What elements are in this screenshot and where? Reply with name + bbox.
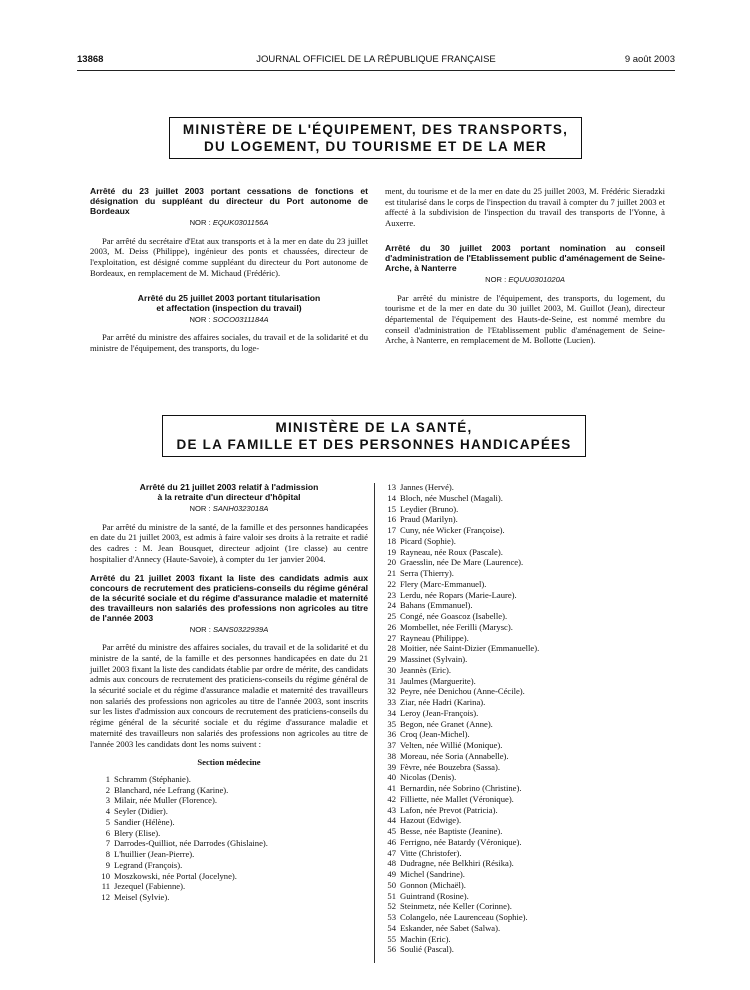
- candidate-name: Jezequel (Fabienne).: [114, 881, 186, 892]
- candidate-row: [376, 880, 626, 891]
- page-number: 13868: [77, 54, 104, 65]
- candidate-row: [376, 686, 626, 697]
- candidate-row: [376, 590, 626, 601]
- article-body: Par arrêté du ministre de l'équipement, des transports, du logement, du tourisme et de la mer en date du 30 juillet 2003, M. Guillot (Jean), directeur départemental de l'équipement des Hauts-de-Seine, est nommé membre du conseil d'administration de l'Etablissement public d'aménagement de Seine-Arche, à Nanterre, en remplacement de M. Bollotte (Lucien).: [385, 292, 665, 346]
- candidate-row: [376, 923, 626, 934]
- candidate-rank: 30: [387, 664, 396, 675]
- candidate-name: Begon, née Granet (Anne).: [400, 718, 493, 729]
- candidate-row: [376, 848, 626, 859]
- candidate-rank: 41: [387, 783, 396, 793]
- candidate-row: [376, 858, 626, 869]
- candidate-rank: 18: [387, 535, 396, 546]
- candidate-rank: 31: [387, 675, 396, 686]
- ministry-heading-sante: [162, 415, 586, 457]
- candidate-name: Sandier (Hélène).: [114, 816, 175, 827]
- candidate-row: [376, 762, 626, 773]
- candidate-name: Lafon, née Prevot (Patricia).: [400, 804, 498, 815]
- candidate-row: [90, 785, 368, 796]
- candidate-row: [376, 643, 626, 654]
- candidate-name: Serra (Thierry).: [400, 568, 454, 578]
- candidate-row: [376, 783, 626, 794]
- candidate-row: [376, 525, 626, 536]
- candidate-name: Milair, née Muller (Florence).: [114, 795, 217, 806]
- candidate-row: [376, 729, 626, 740]
- candidate-name: Blery (Elise).: [114, 827, 161, 838]
- candidate-rank: 38: [387, 750, 396, 761]
- candidate-list-left: [90, 774, 368, 903]
- candidate-name: Croq (Jean-Michel).: [400, 729, 470, 740]
- candidate-row: [90, 795, 368, 806]
- candidate-name: Seyler (Didier).: [114, 806, 168, 817]
- candidate-name: Bernardin, née Sobrino (Christine).: [400, 783, 522, 793]
- candidate-name: Peyre, née Denichou (Anne-Cécile).: [400, 686, 525, 697]
- candidate-row: [376, 493, 626, 504]
- candidate-name: Filliette, née Mallet (Véronique).: [400, 793, 514, 804]
- candidate-list-right: [376, 482, 626, 955]
- candidate-row: [90, 806, 368, 817]
- candidate-row: [376, 837, 626, 848]
- candidate-row: [376, 772, 626, 783]
- candidate-rank: 50: [387, 879, 396, 890]
- candidate-rank: 42: [387, 793, 396, 804]
- candidate-rank: 25: [387, 611, 396, 621]
- candidate-name: Jeannès (Eric).: [400, 664, 452, 675]
- candidate-row: [376, 815, 626, 826]
- candidate-row: [376, 633, 626, 644]
- candidate-row: [376, 665, 626, 676]
- candidate-rank: 39: [387, 761, 396, 772]
- candidate-name: Machin (Eric).: [400, 933, 451, 944]
- candidate-row: [376, 944, 626, 955]
- article-title: Arrêté du 30 juillet 2003 portant nomination au conseil d'administration de l'Etablissement public d'aménagement de Seine-Arche, à Nanterre: [385, 242, 665, 273]
- candidate-row: [376, 654, 626, 665]
- journal-title: JOURNAL OFFICIEL DE LA RÉPUBLIQUE FRANÇAISE: [256, 54, 496, 65]
- candidate-row: [376, 504, 626, 515]
- candidate-rank: 47: [387, 847, 396, 858]
- candidate-rank: 10: [101, 870, 110, 881]
- candidate-rank: 20: [387, 557, 396, 568]
- candidate-name: Moreau, née Soria (Annabelle).: [400, 750, 509, 761]
- candidate-row: [376, 622, 626, 633]
- candidate-name: Leroy (Jean-François).: [400, 707, 479, 718]
- candidate-rank: 16: [387, 514, 396, 525]
- candidate-rank: 8: [105, 849, 110, 860]
- candidate-name: Picard (Sophie).: [400, 535, 456, 546]
- candidate-row: [376, 600, 626, 611]
- candidate-rank: 26: [387, 621, 396, 632]
- column-right-1: [385, 186, 665, 346]
- candidate-row: [376, 794, 626, 805]
- candidate-name: Mombellet, née Ferilli (Marysc).: [400, 621, 513, 632]
- candidate-name: Bloch, née Muschel (Magali).: [400, 492, 503, 503]
- column-right-2: [376, 482, 626, 955]
- ministry-heading-line: DU LOGEMENT, DU TOURISME ET DE LA MER: [204, 139, 547, 154]
- candidate-row: [376, 740, 626, 751]
- candidate-rank: 12: [101, 892, 110, 903]
- candidate-rank: 9: [105, 859, 110, 870]
- candidate-rank: 17: [387, 525, 396, 535]
- candidate-rank: 56: [387, 944, 396, 955]
- candidate-name: Cuny, née Wicker (Françoise).: [400, 525, 505, 535]
- candidate-rank: 5: [105, 816, 110, 827]
- column-left-1: [90, 186, 368, 354]
- candidate-name: Massinet (Sylvain).: [400, 654, 468, 664]
- candidate-row: [376, 557, 626, 568]
- candidate-row: [90, 774, 368, 785]
- candidate-name: Jannes (Hervé).: [400, 482, 454, 492]
- candidate-rank: 54: [387, 922, 396, 933]
- candidate-row: [376, 482, 626, 493]
- article-body: Par arrêté du ministre de la santé, de la famille et des personnes handicapées en date du 21 juillet 2003, est admis à faire valoir ses droits à la retraite et radié des cadres : M. Jean Bousquet, directeur adjoint (1re classe) au centre hospitalier d'Annecy (Haute-Savoie), à compter du 1er janvier 2004.: [90, 521, 368, 564]
- article-body: Par arrêté du ministre des affaires sociales, du travail et de la solidarité et du ministre de l'équipement, des transports, du loge-: [90, 332, 368, 353]
- candidate-name: Guintrand (Rosine).: [400, 890, 469, 901]
- candidate-rank: 7: [105, 838, 110, 849]
- candidate-rank: 19: [387, 546, 396, 557]
- candidate-name: Michel (Sandrine).: [400, 869, 465, 879]
- candidate-name: Ziar, née Hadri (Karina).: [400, 697, 486, 707]
- candidate-name: Congé, née Goascoz (Isabelle).: [400, 611, 508, 621]
- column-left-2: [90, 482, 368, 903]
- article-body: Par arrêté du secrétaire d'Etat aux transports et à la mer en date du 23 juillet 2003, M. Deiss (Philippe), ingénieur des ponts et chaussées, directeur de l'exploitation, est désigné comme suppléant du directeur du Port autonome de Bordeaux, en remplacement de M. Michaud (Frédéric).: [90, 235, 368, 278]
- candidate-rank: 14: [387, 492, 396, 503]
- candidate-rank: 4: [105, 806, 110, 817]
- article-title: Arrêté du 25 juillet 2003 portant titularisation et affectation (inspection du travail): [137, 292, 321, 313]
- candidate-rank: 22: [387, 578, 396, 589]
- candidate-rank: 34: [387, 707, 396, 718]
- candidate-rank: 15: [387, 503, 396, 514]
- candidate-rank: 36: [387, 729, 396, 740]
- candidate-row: [376, 901, 626, 912]
- candidate-rank: 13: [387, 482, 396, 492]
- candidate-row: [376, 676, 626, 687]
- ministry-heading-line: MINISTÈRE DE L'ÉQUIPEMENT, DES TRANSPORTS,: [182, 122, 569, 137]
- candidate-rank: 44: [387, 815, 396, 826]
- candidate-row: [376, 719, 626, 730]
- candidate-name: Velten, née Willié (Monique).: [400, 740, 503, 750]
- ministry-heading-line: DE LA FAMILLE ET DES PERSONNES HANDICAPÉES: [176, 437, 572, 452]
- candidate-name: Moszkowski, née Portal (Jocelyne).: [114, 870, 237, 881]
- candidate-name: Graesslin, née De Mare (Laurence).: [400, 557, 524, 568]
- candidate-rank: 21: [387, 568, 396, 578]
- candidate-rank: 49: [387, 869, 396, 879]
- candidate-name: L'huillier (Jean-Pierre).: [114, 849, 195, 860]
- nor-reference: NOR : SANH0323018A: [189, 504, 269, 513]
- nor-reference: NOR : EQUK0301156A: [189, 218, 269, 227]
- candidate-name: Lerdu, née Ropars (Marie-Laure).: [400, 589, 517, 600]
- candidate-rank: 2: [105, 784, 110, 795]
- candidate-row: [376, 579, 626, 590]
- candidate-row: [90, 828, 368, 839]
- candidate-row: [376, 805, 626, 816]
- candidate-name: Darrodes-Quilliot, née Darrodes (Ghislaine).: [114, 838, 268, 849]
- candidate-name: Eskander, née Sabet (Salwa).: [400, 922, 501, 933]
- nor-reference: NOR : SOCO0311184A: [189, 314, 269, 324]
- candidate-name: Schramm (Stéphanie).: [114, 773, 191, 784]
- candidate-rank: 40: [387, 772, 396, 783]
- candidate-row: [90, 838, 368, 849]
- issue-date: 9 août 2003: [624, 54, 675, 65]
- candidate-row: [376, 536, 626, 547]
- candidate-name: Gonnon (Michaël).: [400, 879, 466, 890]
- header-rule: [77, 70, 675, 71]
- candidate-row: [90, 881, 368, 892]
- candidate-row: [376, 547, 626, 558]
- section-title: Section médecine: [197, 757, 261, 768]
- candidate-rank: 46: [387, 836, 396, 847]
- candidate-row: [376, 708, 626, 719]
- candidate-name: Bahans (Emmanuel).: [400, 600, 473, 611]
- candidate-name: Steinmetz, née Keller (Corinne).: [400, 901, 512, 912]
- candidate-rank: 45: [387, 826, 396, 836]
- ministry-heading-line: MINISTÈRE DE LA SANTÉ,: [275, 420, 473, 435]
- candidate-name: Blanchard, née Lefrang (Karine).: [114, 784, 229, 795]
- candidate-rank: 27: [387, 632, 396, 643]
- candidate-name: Colangelo, née Laurenceau (Sophie).: [400, 912, 528, 922]
- article-body: Par arrêté du ministre des affaires sociales, du travail et de la solidarité et du ministre de la santé, de la famille et des personnes handicapées en date du 21 juillet 2003 fixant la liste des candidats établie par ordre de mérite, des candidats admis aux concours de recrutement des praticiens-conseils du régime général de la sécurité sociale et du régime d'assurance maladie et maternité des travailleurs non salariés des professions non agricoles au titre de l'année 2003, sont inscrits sur les listes d'admission aux concours de recrutement des praticiens-conseils du régime général de la sécurité sociale et du régime d'assurance maladie et maternité des travailleurs non salariés des professions non agricoles au titre de l'année 2003 les candidats dont les noms suivent :: [90, 642, 368, 749]
- nor-reference: NOR : SANS0322939A: [189, 624, 269, 634]
- candidate-name: Moitier, née Saint-Dizier (Emmanuelle).: [400, 643, 540, 654]
- candidate-name: Soulié (Pascal).: [400, 944, 454, 955]
- candidate-name: Hazout (Edwige).: [400, 815, 462, 826]
- candidate-rank: 55: [387, 933, 396, 944]
- candidate-name: Nicolas (Denis).: [400, 772, 457, 783]
- candidate-rank: 6: [105, 827, 110, 838]
- candidate-name: Legrand (François).: [114, 859, 183, 870]
- candidate-rank: 29: [387, 654, 396, 664]
- ministry-heading-equipement: [169, 117, 582, 159]
- candidate-row: [376, 697, 626, 708]
- candidate-name: Leydier (Bruno).: [400, 503, 459, 514]
- article-title: Arrêté du 21 juillet 2003 fixant la liste des candidats admis aux concours de recrutement des praticiens-conseils du régime général de la sécurité sociale et du régime d'assurance maladie et maternité des travailleurs non salariés des professions non agricoles au titre de l'année 2003: [90, 572, 368, 623]
- candidate-row: [376, 514, 626, 525]
- candidate-rank: 11: [101, 881, 110, 892]
- column-divider: [374, 483, 375, 963]
- candidate-rank: 52: [387, 901, 396, 912]
- article-title: Arrêté du 23 juillet 2003 portant cessations de fonctions et désignation du suppléant du directeur du Port autonome de Bordeaux: [90, 186, 368, 216]
- candidate-row: [90, 871, 368, 882]
- candidate-row: [90, 817, 368, 828]
- candidate-rank: 1: [105, 773, 110, 784]
- candidate-rank: 37: [387, 740, 396, 750]
- candidate-rank: 43: [387, 804, 396, 815]
- candidate-name: Besse, née Baptiste (Jeanine).: [400, 826, 503, 836]
- nor-reference: NOR : EQUU0301020A: [485, 274, 565, 284]
- candidate-name: Rayneau, née Roux (Pascale).: [400, 546, 503, 557]
- candidate-rank: 24: [387, 600, 396, 611]
- candidate-name: Meisel (Sylvie).: [114, 892, 170, 903]
- candidate-row: [376, 751, 626, 762]
- candidate-name: Vitte (Christofer).: [400, 847, 462, 858]
- candidate-rank: 3: [105, 795, 110, 806]
- candidate-name: Ferrigno, née Batardy (Véronique).: [400, 836, 522, 847]
- candidate-row: [90, 892, 368, 903]
- candidate-name: Rayneau (Philippe).: [400, 632, 469, 643]
- candidate-row: [376, 912, 626, 923]
- candidate-name: Fèvre, née Bouzebra (Sassa).: [400, 761, 500, 772]
- candidate-row: [376, 611, 626, 622]
- candidate-name: Praud (Marilyn).: [400, 514, 458, 525]
- candidate-row: [376, 869, 626, 880]
- candidate-row: [376, 826, 626, 837]
- candidate-rank: 32: [387, 686, 396, 697]
- candidate-rank: 23: [387, 589, 396, 600]
- candidate-rank: 33: [387, 697, 396, 707]
- candidate-rank: 48: [387, 858, 396, 869]
- candidate-rank: 28: [387, 643, 396, 654]
- article-title: Arrêté du 21 juillet 2003 relatif à l'admission à la retraite d'un directeur d'hôpital: [139, 482, 319, 502]
- candidate-name: Flery (Marc-Emmanuel).: [400, 578, 487, 589]
- candidate-row: [376, 891, 626, 902]
- candidate-rank: 35: [387, 718, 396, 729]
- candidate-name: Dudragne, née Belkhiri (Résika).: [400, 858, 514, 869]
- candidate-row: [90, 860, 368, 871]
- candidate-rank: 53: [387, 912, 396, 922]
- candidate-row: [376, 934, 626, 945]
- candidate-row: [376, 568, 626, 579]
- page-header: [77, 54, 675, 68]
- candidate-rank: 51: [387, 890, 396, 901]
- article-body-continuation: ment, du tourisme et de la mer en date du 25 juillet 2003, M. Frédéric Sieradzki est titularisé dans le corps de l'inspection du travail à compter du 7 juillet 2003 et affecté à la subdivision de l'inspection du travail des transports de l'Yonne, à Auxerre.: [385, 186, 665, 229]
- candidate-name: Jaulmes (Marguerite).: [400, 675, 476, 686]
- candidate-row: [90, 849, 368, 860]
